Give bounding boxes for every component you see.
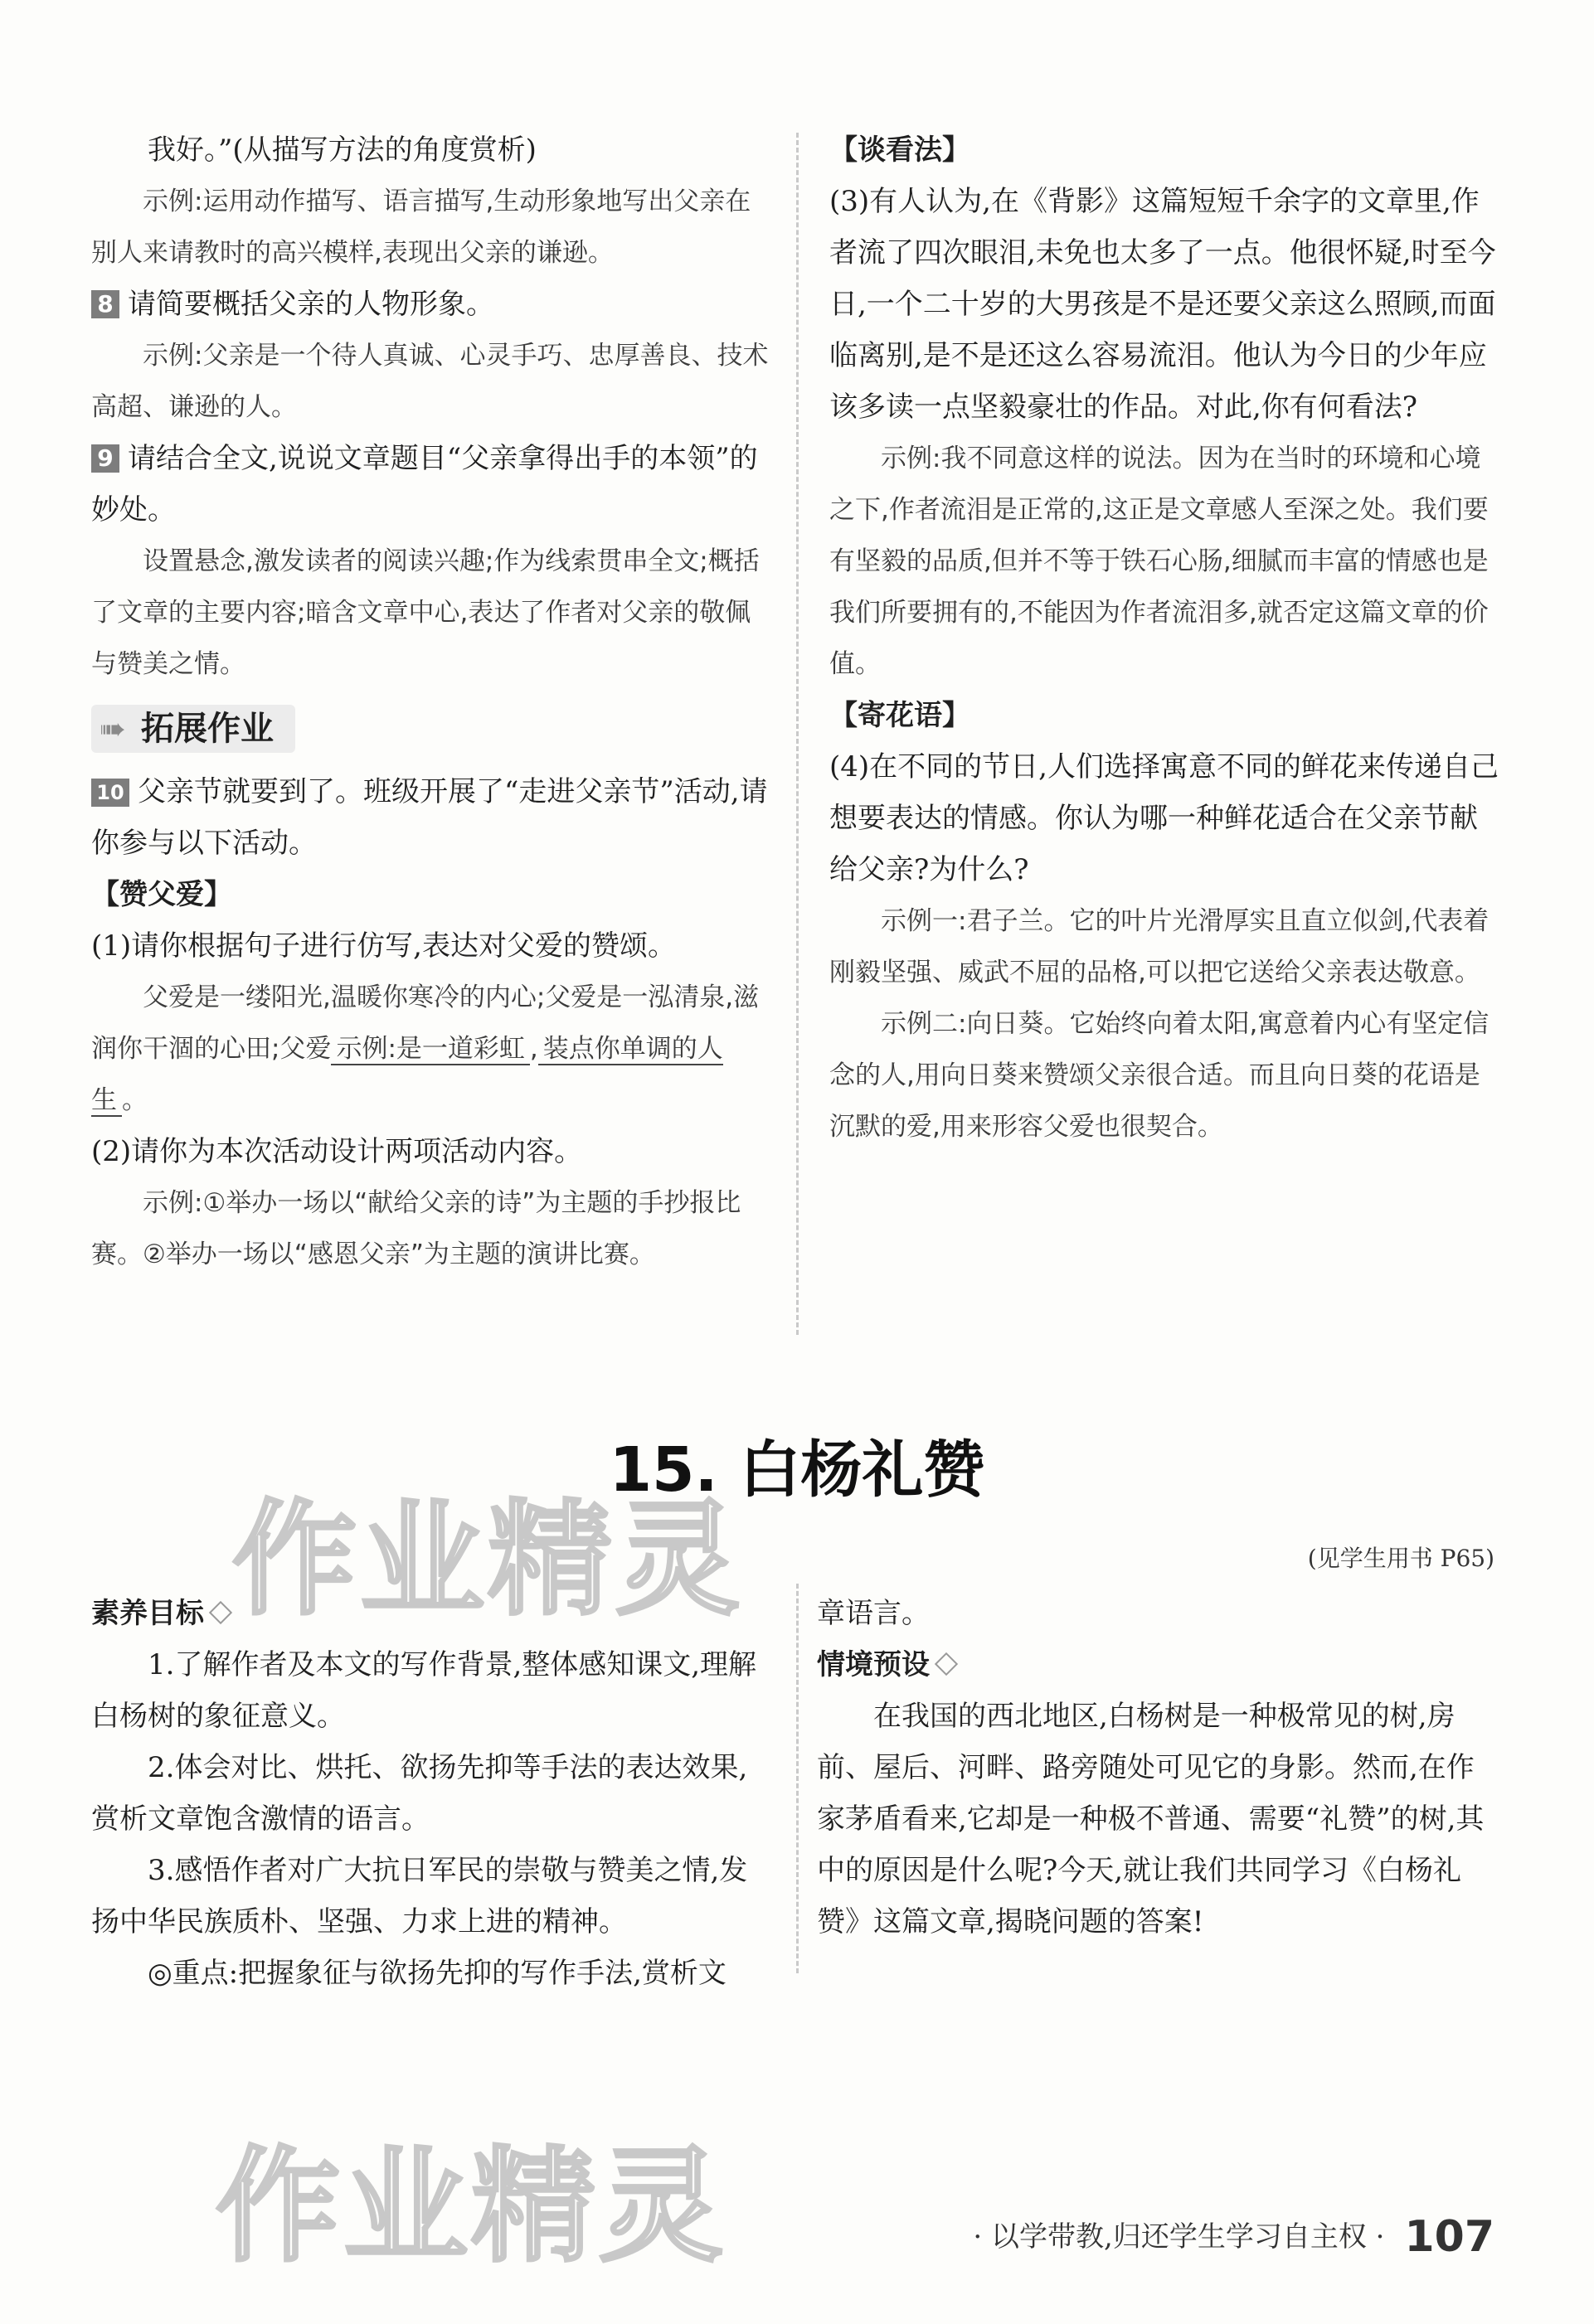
zan-fill-sentence <box>91 972 771 1126</box>
left-column-bottom <box>91 1588 771 1999</box>
q8-number: 8 <box>91 290 119 318</box>
ji-answer-1: 示例一:君子兰。它的叶片光滑厚实且直立似剑,代表着刚毅坚强、威武不屈的品格,可以把它送给父亲表达敬意。 <box>829 906 1490 987</box>
ji-q4: (4)在不同的节日,人们选择寓意不同的鲜花来传递自己想要表达的情感。你认为哪一种鲜花适合在父亲节献给父亲?为什么? <box>829 750 1499 886</box>
zan-q2-answer: 示例:①举办一场以“献给父亲的诗”为主题的手抄报比赛。②举办一场以“感恩父亲”为主题的演讲比赛。 <box>91 1188 741 1269</box>
page-footer <box>973 2212 1494 2262</box>
q7-answer: 示例:运用动作描写、语言描写,生动形象地写出父亲在别人来请教时的高兴模样,表现出父亲的谦逊。 <box>91 187 751 268</box>
scene-heading <box>817 1639 1501 1691</box>
tan-label: 【谈看法】 <box>829 133 970 167</box>
left-column-top <box>91 124 771 1280</box>
section-header-extension <box>91 705 295 753</box>
zan-blank-1: 示例:是一道彩虹 <box>331 1034 529 1065</box>
right-column-top <box>829 124 1501 1152</box>
footer-slogan: · 以学带教,归还学生学习自主权 · <box>973 2220 1385 2254</box>
lesson-title: 15. 白杨礼赞 <box>609 1434 985 1506</box>
q10 <box>91 766 771 869</box>
scene-heading-text: 情境预设 <box>817 1648 930 1681</box>
q9-answer: 设置悬念,激发读者的阅读兴趣;作为线索贯串全文;概括了文章的主要内容;暗含文章中心,表达了作者对父亲的敬佩与赞美之情。 <box>91 546 760 679</box>
zan-q2: (2)请你为本次活动设计两项活动内容。 <box>91 1135 583 1168</box>
goal-1: 1.了解作者及本文的写作背景,整体感知课文,理解白杨树的象征意义。 <box>91 1648 757 1733</box>
goal-3: 3.感悟作者对广大抗日军民的崇敬与赞美之情,发扬中华民族质朴、坚强、力求上进的精神。 <box>91 1854 748 1938</box>
zan-q1: (1)请你根据句子进行仿写,表达对父爱的赞颂。 <box>91 929 676 963</box>
q9-text: 请结合全文,说说文章题目“父亲拿得出手的本领”的妙处。 <box>91 442 758 526</box>
tan-answer: 示例:我不同意这样的说法。因为在当时的环境和心境之下,作者流泪是正常的,这正是文章感人至深之处。我们要有坚毅的品质,但并不等于铁石心肠,细腻而丰富的情感也是我们所要拥有的,不能因为作者流泪多,就否定这篇文章的价值。 <box>829 444 1489 679</box>
q8 <box>91 279 771 330</box>
q8-answer: 示例:父亲是一个待人真诚、心灵手巧、忠厚善良、技术高超、谦逊的人。 <box>91 341 769 422</box>
diamond-icon <box>935 1652 958 1676</box>
ji-label: 【寄花语】 <box>829 699 970 732</box>
diamond-icon <box>209 1601 232 1624</box>
page-number: 107 <box>1404 2212 1494 2262</box>
column-divider-bottom <box>796 1584 799 1973</box>
zan-end: 。 <box>122 1085 148 1115</box>
q8-text: 请简要概括父亲的人物形象。 <box>128 288 494 321</box>
q10-number: 10 <box>91 779 129 807</box>
goal-2: 2.体会对比、烘托、欲扬先抑等手法的表达效果,赏析文章饱含激情的语言。 <box>91 1751 748 1836</box>
watermark-bottom: 作业精灵 <box>216 2135 727 2279</box>
arrow-icon: ➠ <box>100 711 126 747</box>
goal-key-tail: 章语言。 <box>817 1597 930 1630</box>
zan-label: 【赞父爱】 <box>91 878 232 911</box>
goal-key: ◎重点:把握象征与欲扬先抑的写作手法,赏析文 <box>148 1957 727 1990</box>
scene-text: 在我国的西北地区,白杨树是一种极常见的树,房前、屋后、河畔、路旁随处可见它的身影。然而,在作家茅盾看来,它却是一种极不普通、需要“礼赞”的树,其中的原因是什么呢?今天,就让我们共同学习《白杨礼赞》这篇文章,揭晓问题的答案! <box>817 1700 1485 1938</box>
ji-answer-2: 示例二:向日葵。它始终向着太阳,寓意着内心有坚定信念的人,用向日葵来赞颂父亲很合适。而且向日葵的花语是沉默的爱,用来形容父爱也很契合。 <box>829 1009 1490 1142</box>
q9-number: 9 <box>91 444 119 473</box>
q9 <box>91 433 771 536</box>
watermark-top: 作业精灵 <box>232 1488 744 1633</box>
zan-sep: , <box>529 1034 538 1064</box>
tan-q3: (3)有人认为,在《背影》这篇短短千余字的文章里,作者流了四次眼泪,未免也太多了一点。他很怀疑,时至今日,一个二十岁的大男孩是不是还要父亲这么照顾,而面临离别,是不是还这么容易流泪。他认为今日的少年应该多读一点坚毅豪壮的作品。对此,你有何看法? <box>829 185 1496 424</box>
goals-heading <box>91 1588 771 1639</box>
goals-heading-text: 素养目标 <box>91 1597 204 1630</box>
q10-text: 父亲节就要到了。班级开展了“走进父亲节”活动,请你参与以下活动。 <box>91 775 768 860</box>
section-title: 拓展作业 <box>141 710 274 748</box>
right-column-bottom <box>817 1588 1501 1948</box>
column-divider-top <box>796 133 799 1335</box>
textbook-reference: (见学生用书 P65) <box>1307 1545 1494 1572</box>
q7-tail: 我好。”(从描写方法的角度赏析) <box>148 133 537 167</box>
zan-blank-2: 装点你单调的人生 <box>91 1034 723 1115</box>
zan-text: 父爱是一缕阳光,温暖你寒冷的内心;父爱是一泓清泉,滋润你干涸的心田;父爱 <box>91 982 760 1064</box>
